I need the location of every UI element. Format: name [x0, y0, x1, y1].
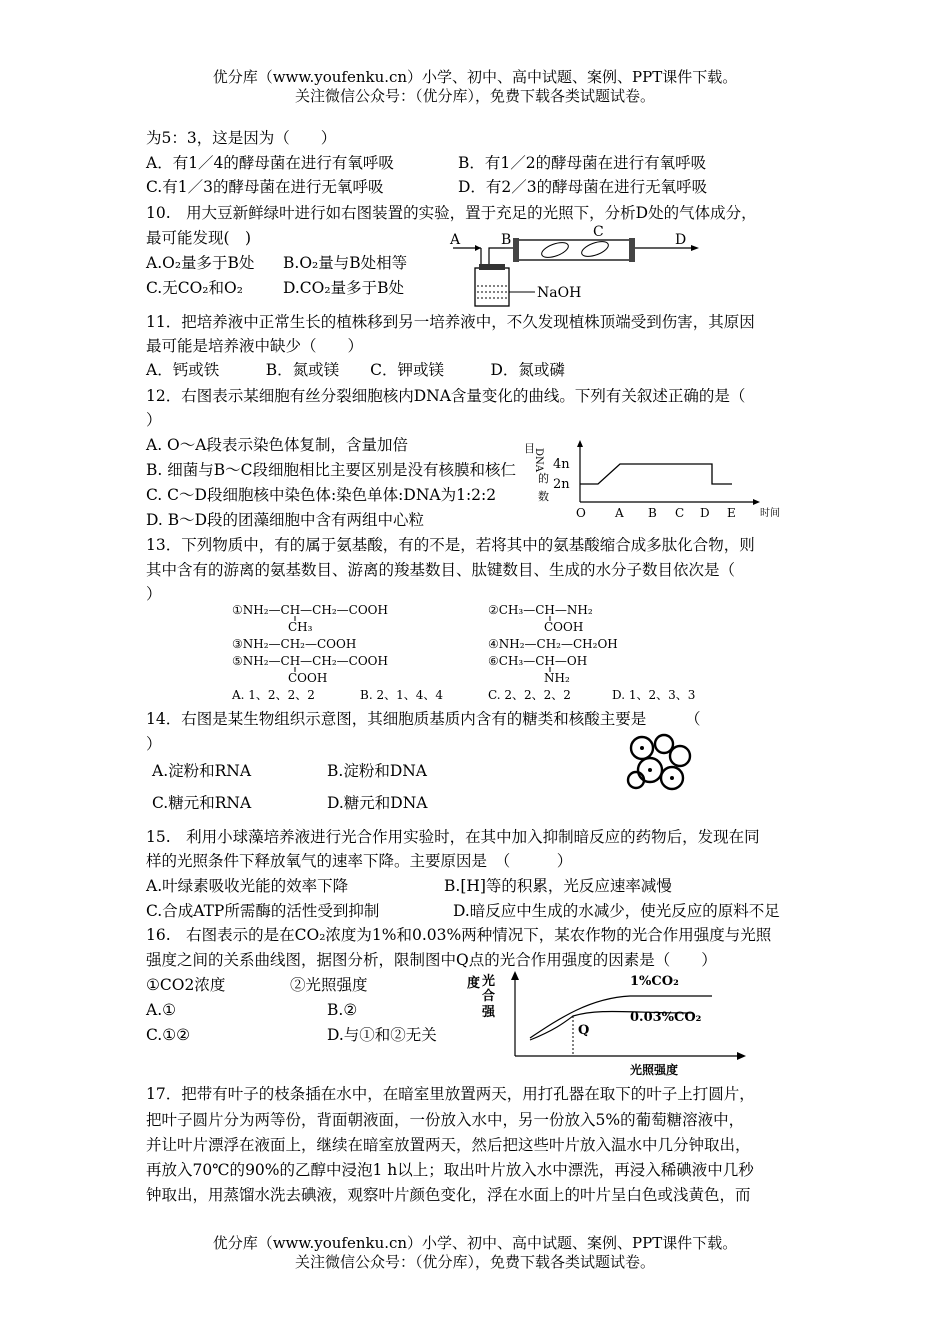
q9-option-a: A．有1／4的酵母菌在进行有氧呼吸 — [146, 154, 394, 172]
q12-stem-line-2: ） — [146, 411, 162, 429]
q12-option-b: B. 细菌与B～C段细胞相比主要区别是没有核膜和核仁 — [146, 461, 516, 479]
q10-stem-line-2: 最可能发现( ) — [146, 229, 252, 247]
fig12-x-c: C — [675, 506, 685, 520]
q16-factor-2: ②光照强度 — [290, 976, 368, 994]
q11-stem-line-2: 最可能是培养液中缺少（ ） — [146, 337, 364, 355]
fig16-y-char-3: 强 — [482, 1005, 496, 1020]
q13-option-c: C. 2、2、2、2 — [488, 688, 571, 702]
q12-stem-line-1: 12．右图表示某细胞有丝分裂细胞核内DNA含量变化的曲线。下列有关叙述正确的是（ — [146, 387, 746, 405]
q16-option-d: D.与①和②无关 — [327, 1026, 437, 1044]
q13-formula-2: ②CH₃—CH—NH₂ — [488, 603, 593, 617]
q15-option-c: C.合成ATP所需酶的活性受到抑制 — [146, 902, 380, 920]
q17-line-4: 再放入70℃的90%的乙醇中浸泡1 h以上；取出叶片放入水中漂洗，再浸入稀碘液中几秒 — [146, 1161, 754, 1179]
q15-stem-line-1: 15. 利用小球藻培养液进行光合作用实验时，在其中加入抑制暗反应的药物后，发现在同 — [146, 828, 760, 846]
q13-formula-6: ⑥CH₃—CH—OH — [488, 654, 588, 668]
q12-option-d: D. B～D段的团藻细胞中含有两组中心粒 — [146, 511, 425, 529]
fig16-label-q: Q — [578, 1023, 590, 1038]
q14-tissue-figure — [626, 734, 692, 794]
q13-stem-line-1: 13．下列物质中，有的属于氨基酸，有的不是，若将其中的氨基酸缩合成多肽化合物，则 — [146, 536, 755, 554]
fig16-label-1pct: 1%CO₂ — [630, 974, 679, 989]
fig12-ylabel-4: 数 — [538, 490, 549, 503]
q13-option-a: A. 1、2、2、2 — [232, 688, 315, 702]
q17-line-2: 把叶子圆片分为两等份，背面朝液面，一份放入水中，另一份放入5%的葡萄糖溶液中， — [146, 1111, 745, 1129]
q16-photosynthesis-figure — [460, 968, 750, 1078]
q10-option-a: A.O₂量多于B处 — [146, 254, 255, 272]
q11-options: A．钙或铁 B．氮或镁 C．钾或镁 D．氮或磷 — [146, 361, 565, 379]
q14-option-b: B.淀粉和DNA — [327, 762, 428, 780]
q13-formula-3: ③NH₂—CH₂—COOH — [232, 637, 357, 651]
fig16-label-003pct: 0.03%CO₂ — [630, 1010, 702, 1025]
q13-formula-1: ①NH₂—CH—CH₂—COOH — [232, 603, 388, 617]
q13-option-d: D. 1、2、3、3 — [612, 688, 696, 702]
fig12-ylabel-2: 目 — [524, 442, 535, 455]
q11-stem-line-1: 11．把培养液中正常生长的植株移到另一培养液中，不久发现植株顶端受到伤害，其原因 — [146, 313, 755, 331]
q16-option-c: C.①② — [146, 1026, 191, 1044]
q9-option-b: B．有1／2的酵母菌在进行有氧呼吸 — [458, 154, 707, 172]
q14-option-c: C.糖元和RNA — [152, 794, 252, 812]
q9-option-d: D．有2／3的酵母菌在进行无氧呼吸 — [458, 178, 708, 196]
fig12-y-2n: 2n — [553, 477, 570, 492]
q14-option-d: D.糖元和DNA — [327, 794, 428, 812]
q17-line-3: 并让叶片漂浮在液面上，继续在暗室放置两天，然后把这些叶片放入温水中几分钟取出， — [146, 1136, 751, 1154]
header-line-2: 关注微信公众号：（优分库），免费下载各类试题试卷。 — [294, 87, 655, 105]
q13-formula-5: ⑤NH₂—CH—CH₂—COOH — [232, 654, 388, 668]
fig12-x-b: B — [648, 506, 657, 520]
q14-stem-line-2: ） — [146, 735, 162, 753]
q10-option-b: B.O₂量与B处相等 — [283, 254, 408, 272]
fig10-label-b: B — [501, 232, 512, 248]
q15-option-b: B.[H]等的积累，光反应速率减慢 — [444, 877, 672, 895]
q15-option-d: D.暗反应中生成的水减少，使光反应的原料不足 — [453, 902, 780, 920]
footer-line-1: 优分库（www.youfenku.cn）小学、初中、高中试题、案例、PPT课件下载。 — [212, 1234, 738, 1252]
header-line-1: 优分库（www.youfenku.cn）小学、初中、高中试题、案例、PPT课件下载。 — [212, 68, 738, 86]
q16-option-a: A.① — [146, 1001, 177, 1019]
q16-stem-line-2: 强度之间的关系曲线图，据图分析，限制图中Q点的光合作用强度的因素是（ ） — [146, 951, 717, 969]
fig12-x-label: 时间 — [760, 508, 780, 519]
fig16-y-char-2: 合 — [482, 989, 496, 1004]
fig16-y-char-1: 光 — [482, 974, 496, 989]
fig12-ylabel-1: DNA — [533, 448, 544, 472]
q16-option-b: B.② — [327, 1001, 358, 1019]
fig16-x-label: 光照强度 — [630, 1063, 679, 1077]
q15-stem-line-2: 样的光照条件下释放氧气的速率下降。主要原因是 （ ） — [146, 852, 573, 870]
q13-option-b: B. 2、1、4、4 — [360, 688, 443, 702]
q9-option-c: C.有1／3的酵母菌在进行无氧呼吸 — [146, 178, 384, 196]
q10-option-c: C.无CO₂和O₂ — [146, 279, 243, 297]
q15-option-a: A.叶绿素吸收光能的效率下降 — [146, 877, 349, 895]
q16-factor-1: ①CO2浓度 — [146, 976, 226, 994]
fig10-label-naoh: NaOH — [537, 285, 582, 301]
q9-stem-tail: 为5：3，这是因为（ ） — [146, 129, 337, 147]
q13-formula-4: ④NH₂—CH₂—CH₂OH — [488, 637, 618, 651]
q17-line-1: 17．把带有叶子的枝条插在水中，在暗室里放置两天，用打孔器在取下的叶子上打圆片， — [146, 1085, 755, 1103]
q14-option-a: A.淀粉和RNA — [152, 762, 252, 780]
fig12-ylabel-3: 的 — [538, 472, 549, 485]
q12-option-a: A. O～A段表示染色体复制，含量加倍 — [146, 436, 408, 454]
fig10-label-d: D — [675, 232, 687, 248]
q16-stem-line-1: 16. 右图表示的是在CO₂浓度为1%和0.03%两种情况下，某农作物的光合作用强度与光照 — [146, 926, 772, 944]
q13-formula-5-sub: COOH — [288, 671, 328, 685]
q13-stem-line-2: 其中含有的游离的氨基数目、游离的羧基数目、肽键数目、生成的水分子数目依次是（ — [146, 561, 736, 579]
fig10-label-c: C — [593, 224, 604, 240]
q13-formula-1-sub: CH₃ — [288, 620, 313, 634]
q10-option-d: D.CO₂量多于B处 — [283, 279, 404, 297]
q13-formula-2-sub: COOH — [544, 620, 584, 634]
q13-formula-6-sub: NH₂ — [544, 671, 570, 685]
fig10-label-a: A — [450, 232, 461, 248]
fig12-x-d: D — [700, 506, 710, 520]
fig12-x-e: E — [727, 506, 736, 520]
q14-stem-line-1: 14．右图是某生物组织示意图，其细胞质基质内含有的糖类和核酸主要是 （ — [146, 710, 701, 728]
q10-stem-line-1: 10. 用大豆新鲜绿叶进行如右图装置的实验，置于充足的光照下，分析D处的气体成分， — [146, 204, 757, 222]
footer-line-2: 关注微信公众号：（优分库），免费下载各类试题试卷。 — [294, 1253, 655, 1271]
fig12-x-a: A — [615, 506, 624, 520]
q13-stem-line-3: ） — [146, 585, 162, 603]
fig12-y-4n: 4n — [553, 457, 570, 472]
fig16-y-char-4: 度 — [467, 976, 481, 991]
q17-line-5: 钟取出，用蒸馏水洗去碘液，观察叶片颜色变化，浮在水面上的叶片呈白色或浅黄色，而 — [146, 1186, 751, 1204]
q12-option-c: C. C～D段细胞核中染色体:染色单体:DNA为1:2:2 — [146, 486, 497, 504]
fig12-x-o: O — [576, 506, 586, 520]
